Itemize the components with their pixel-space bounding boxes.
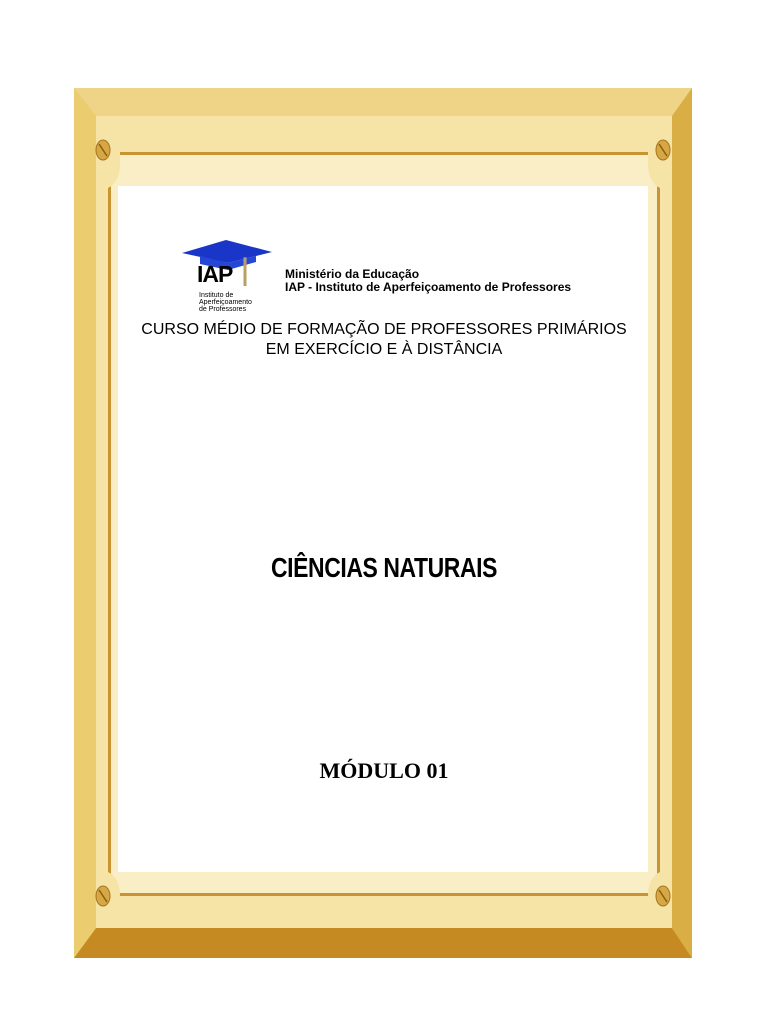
subject-title: CIÊNCIAS NATURAIS bbox=[270, 552, 498, 583]
institute-name: IAP - Instituto de Aperfeiçoamento de Professores bbox=[285, 280, 572, 294]
module-label: MÓDULO 01 bbox=[319, 758, 449, 783]
ministry-name: Ministério da Educação bbox=[285, 267, 420, 281]
course-title: CURSO MÉDIO DE FORMAÇÃO DE PROFESSORES PRIMÁRIOS EM EXERCÍCIO E À DISTÂNCIA bbox=[141, 321, 627, 358]
ministry-header bbox=[285, 268, 571, 294]
logo-subtitle: Instituto de Aperfeiçoamento de Professores bbox=[199, 292, 252, 313]
logo-text: IAP bbox=[197, 261, 233, 287]
